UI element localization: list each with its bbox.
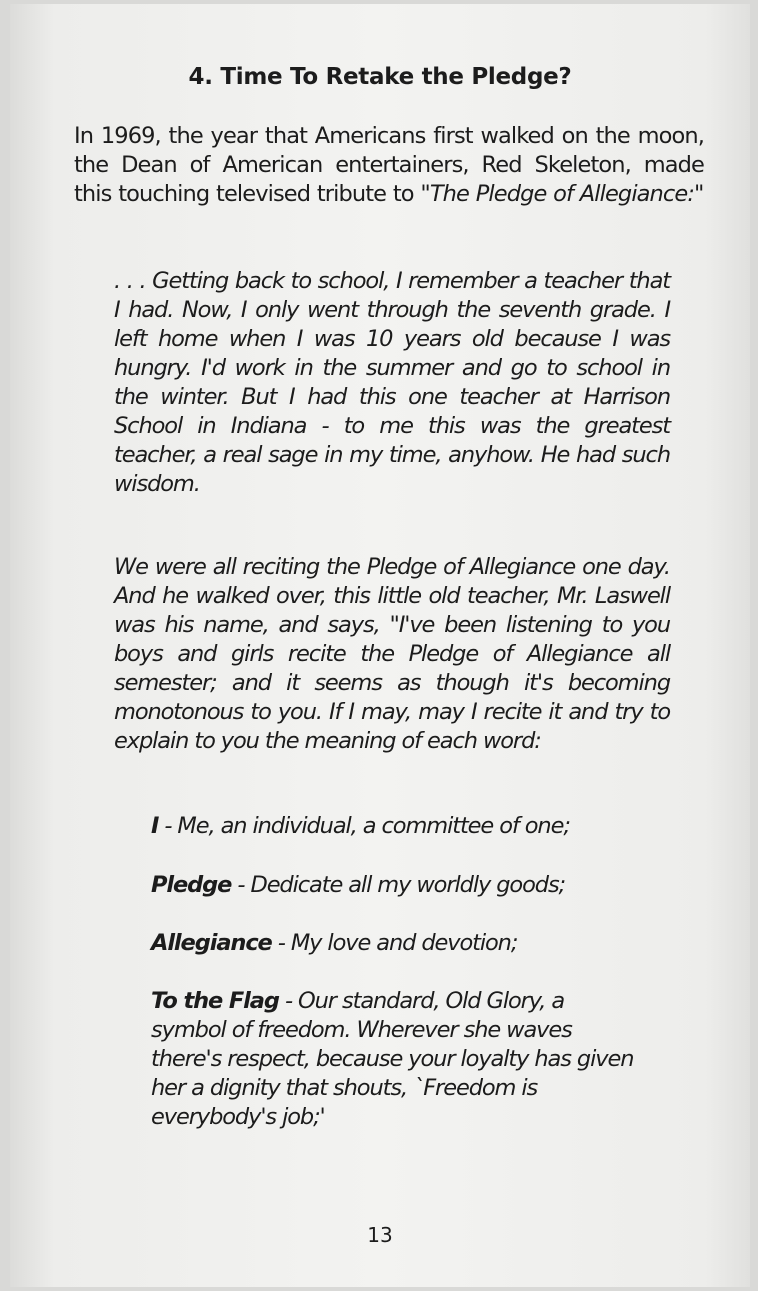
- intro-text: In 1969, the year that Americans first walked on the moon, the Dean of American entertainers, Red Skeleton, made this touching televised tribute to: [74, 123, 704, 207]
- quote-paragraph-2: We were all reciting the Pledge of Allegiance one day. And he walked over, this little old teacher, Mr. Laswell was his name, and says, "I've been listening to you boys and girls recite the Pledge of Allegiance all semester; and it seems as though it's becoming monotonous to you. If I may, may I recite it and try to explain to you the meaning of each word:: [114, 554, 670, 754]
- definition-pledge: [151, 871, 671, 900]
- intro-paragraph: [74, 122, 704, 209]
- definition-term: Allegiance: [151, 930, 272, 956]
- definition-meaning: - Me, an individual, a committee of one;: [158, 813, 570, 839]
- definition-term: I: [151, 813, 159, 839]
- page-number: 13: [367, 1223, 393, 1247]
- definition-term: Pledge: [151, 872, 232, 898]
- definition-term: To the Flag: [151, 988, 279, 1014]
- chapter-title: 4. Time To Retake the Pledge?: [188, 64, 572, 90]
- definition-i: [151, 812, 671, 841]
- intro-emphasis: "The Pledge of Allegiance:": [420, 181, 704, 207]
- definition-allegiance: [151, 929, 671, 958]
- definition-meaning: - Our standard, Old Glory, a symbol of freedom. Wherever she waves there's respect, because your loyalty has given her a dignity that shouts, `Freedom is everybody's job;': [151, 988, 634, 1130]
- book-page: [10, 4, 750, 1287]
- definition-meaning: - Dedicate all my worldly goods;: [231, 872, 566, 898]
- definition-to-the-flag: [151, 987, 641, 1132]
- definition-meaning: - My love and devotion;: [271, 930, 518, 956]
- quote-paragraph-1: . . . Getting back to school, I remember a teacher that I had. Now, I only went through the seventh grade. I left home when I was 10 years old because I was hungry. I'd work in the summer and go to school in the winter. But I had this one teacher at Harrison School in Indiana - to me this was the greatest teacher, a real sage in my time, anyhow. He had such wisdom.: [114, 268, 670, 497]
